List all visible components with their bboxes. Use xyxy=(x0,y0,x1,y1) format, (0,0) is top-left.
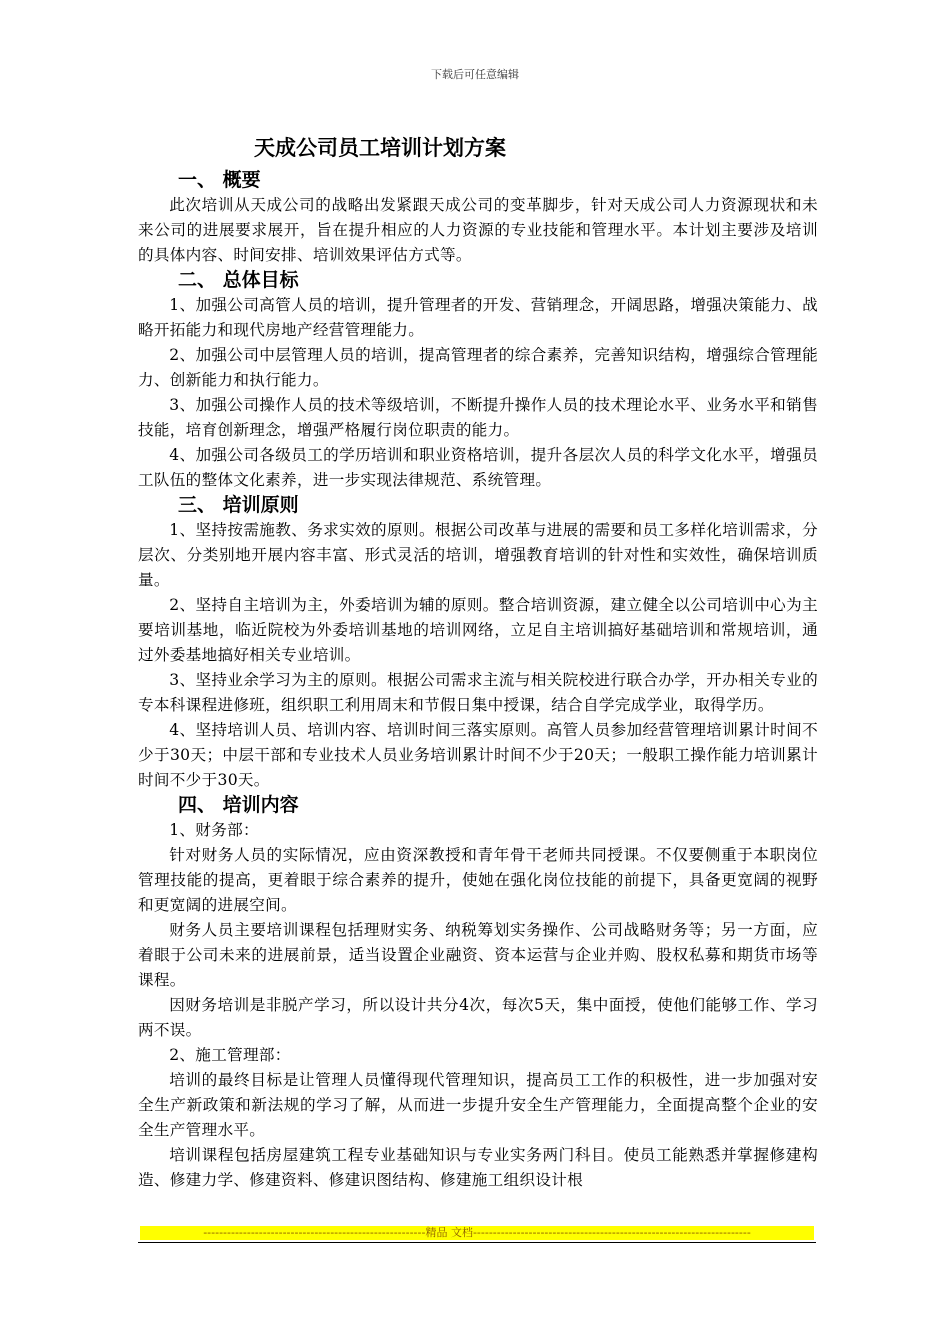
paragraph: 财务人员主要培训课程包括理财实务、纳税筹划实务操作、公司战略财务等；另一方面，应着眼于公司未来的进展前景，适当设置企业融资、资本运营与企业并购、股权私募和期货市场等课程。 xyxy=(138,921,818,989)
paragraph: 培训的最终目标是让管理人员懂得现代管理知识，提高员工工作的积极性，进一步加强对安全生产新政策和新法规的学习了解，从而进一步提升安全生产管理能力，全面提高整个企业的安全生产管理水平。 xyxy=(138,1071,818,1139)
paragraph: 2、加强公司中层管理人员的培训，提高管理者的综合素养，完善知识结构，增强综合管理能力、创新能力和执行能力。 xyxy=(138,346,818,389)
document-title: 天成公司员工培训计划方案 xyxy=(254,136,506,160)
section-heading-1: 一、 概要 xyxy=(178,169,261,191)
paragraph: 培训课程包括房屋建筑工程专业基础知识与专业实务两门科目。使员工能熟悉并掌握修建构造、修建力学、修建资料、修建识图结构、修建施工组织设计根 xyxy=(138,1146,818,1189)
paragraph: 2、施工管理部： xyxy=(169,1046,291,1064)
paragraph: 针对财务人员的实际情况，应由资深教授和青年骨干老师共同授课。不仅要侧重于本职岗位管理技能的提高，更着眼于综合素养的提升，使她在强化岗位技能的前提下，具备更宽阔的视野和更宽阔的进展空间。 xyxy=(138,846,818,914)
paragraph: 2、坚持自主培训为主，外委培训为辅的原则。整合培训资源，建立健全以公司培训中心为主要培训基地，临近院校为外委培训基地的培训网络，立足自主培训搞好基础培训和常规培训，通过外委基地搞好相关专业培训。 xyxy=(138,596,818,664)
section-heading-3: 三、 培训原则 xyxy=(178,494,299,516)
document-body xyxy=(138,128,818,1193)
paragraph: 1、坚持按需施教、务求实效的原则。根据公司改革与进展的需要和员工多样化培训需求，分层次、分类别地开展内容丰富、形式灵活的培训，增强教育培训的针对性和实效性，确保培训质量。 xyxy=(138,521,818,589)
footer-band: --------------------------------------------------------精品 文档---------------------------------------------------------------------- xyxy=(140,1226,814,1240)
paragraph: 1、财务部： xyxy=(169,821,259,839)
paragraph: 4、加强公司各级员工的学历培训和职业资格培训，提升各层次人员的科学文化水平，增强员工队伍的整体文化素养，进一步实现法律规范、系统管理。 xyxy=(138,446,818,489)
paragraph: 4、坚持培训人员、培训内容、培训时间三落实原则。高管人员参加经营管理培训累计时间不少于30天；中层干部和专业技术人员业务培训累计时间不少于20天；一般职工操作能力培训累计时间不少于30天。 xyxy=(138,721,818,789)
section-heading-2: 二、 总体目标 xyxy=(178,269,299,291)
header-note: 下载后可任意编辑 xyxy=(431,68,519,81)
section-heading-4: 四、 培训内容 xyxy=(178,794,299,816)
paragraph: 3、坚持业余学习为主的原则。根据公司需求主流与相关院校进行联合办学，开办相关专业的专本科课程进修班，组织职工利用周末和节假日集中授课，结合自学完成学业，取得学历。 xyxy=(138,671,818,714)
paragraph: 此次培训从天成公司的战略出发紧跟天成公司的变革脚步，针对天成公司人力资源现状和未来公司的进展要求展开，旨在提升相应的人力资源的专业技能和管理水平。本计划主要涉及培训的具体内容、时间安排、培训效果评估方式等。 xyxy=(138,196,818,264)
paragraph: 3、加强公司操作人员的技术等级培训，不断提升操作人员的技术理论水平、业务水平和销售技能，培育创新理念，增强严格履行岗位职责的能力。 xyxy=(138,396,818,439)
footer-divider xyxy=(138,1242,816,1243)
paragraph: 因财务培训是非脱产学习，所以设计共分4次，每次5天，集中面授，使他们能够工作、学习两不误。 xyxy=(138,996,818,1039)
paragraph: 1、加强公司高管人员的培训，提升管理者的开发、营销理念，开阔思路，增强决策能力、战略开拓能力和现代房地产经营管理能力。 xyxy=(138,296,818,339)
